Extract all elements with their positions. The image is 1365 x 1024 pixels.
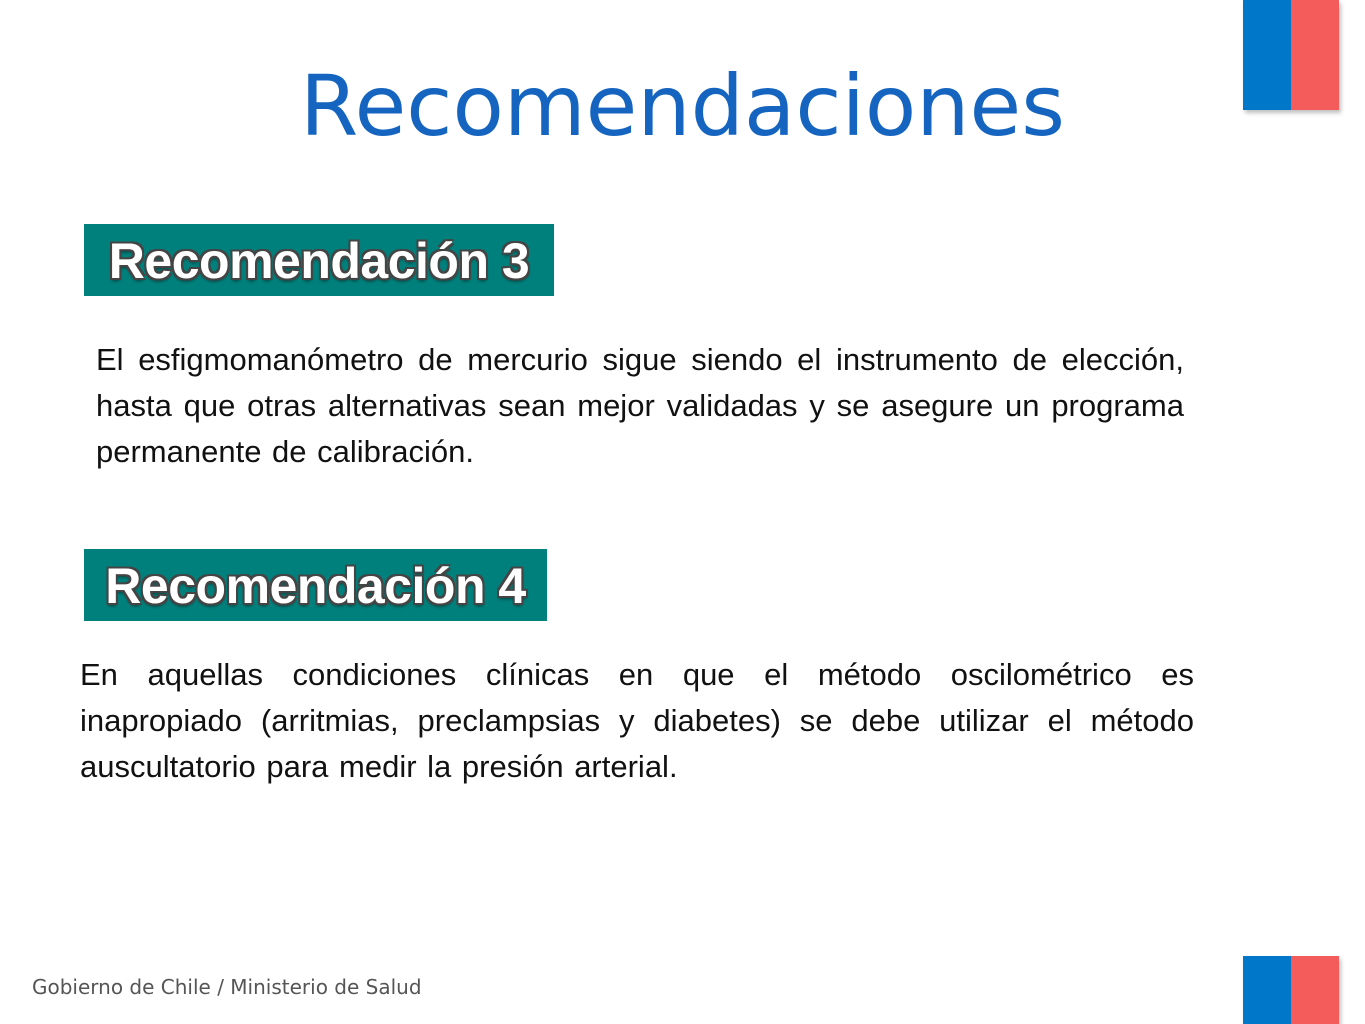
- slide-title: Recomendaciones: [300, 57, 1065, 155]
- recommendation-3-text: El esfigmomanómetro de mercurio sigue siendo el instrumento de elección, hasta que otras alternativas sean mejor validadas y se asegure un programa permanente de calibración.: [96, 342, 1184, 469]
- recommendation-3-label: Recomendación 3: [108, 233, 530, 289]
- footer-ministry-logo-text: Gobierno de Chile / Ministerio de Salud: [32, 975, 422, 999]
- recommendation-4-banner: [84, 549, 547, 621]
- chile-flag-stripe-bottom: [1243, 956, 1339, 1024]
- recommendation-4-label: Recomendación 4: [105, 558, 526, 614]
- flag-red-stripe: [1291, 956, 1339, 1024]
- flag-blue-stripe: [1243, 956, 1291, 1024]
- recommendation-3-banner: [84, 224, 554, 296]
- recommendation-4-text: En aquellas condiciones clínicas en que el método oscilométrico es inapropiado (arritmias, preclampsias y diabetes) se debe utilizar el método auscultatorio para medir la presión arterial.: [80, 657, 1194, 784]
